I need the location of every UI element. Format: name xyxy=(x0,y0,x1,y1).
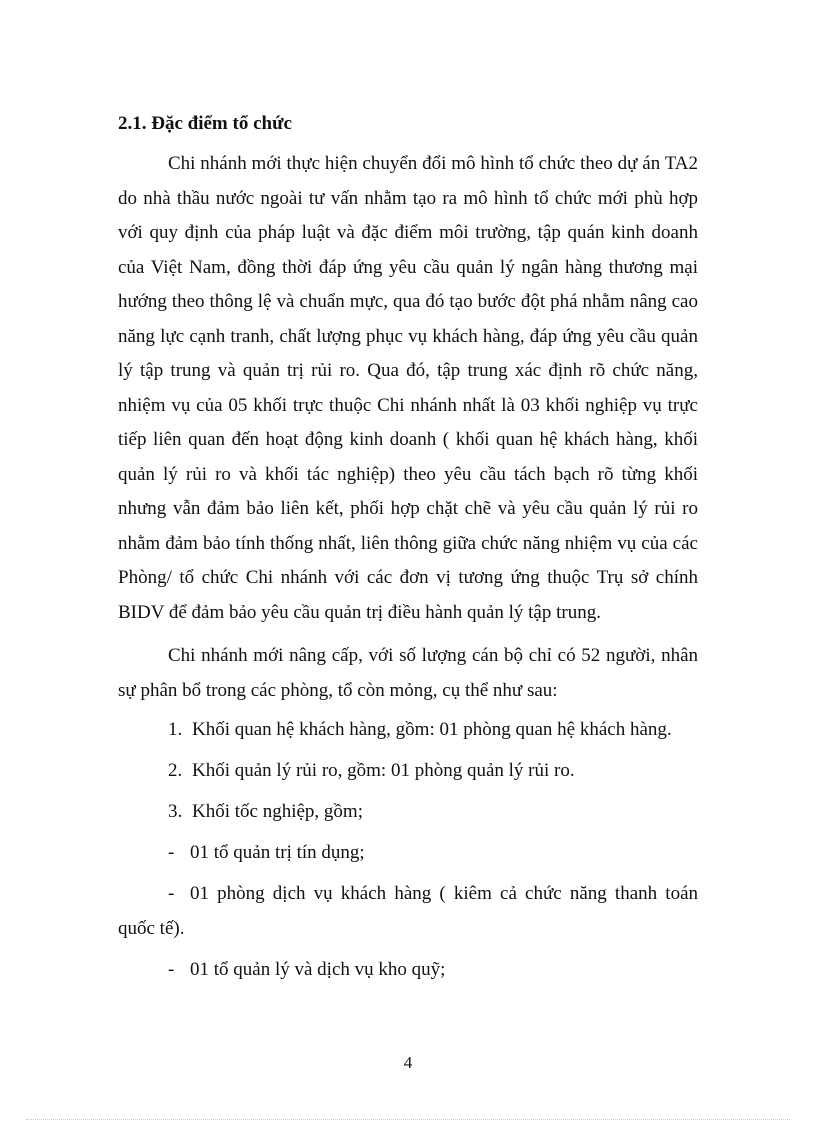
list-item-text: Khối quản lý rủi ro, gồm: 01 phòng quản lý rủi ro. xyxy=(192,760,575,781)
list-item-text: Khối quan hệ khách hàng, gồm: 01 phòng quan hệ khách hàng. xyxy=(192,719,672,740)
page-number: 4 xyxy=(403,1053,413,1072)
list-item xyxy=(118,836,698,871)
list-marker: 2. xyxy=(168,760,183,781)
list-marker: 3. xyxy=(168,801,183,822)
list-item xyxy=(118,877,698,946)
page-bottom-divider xyxy=(26,1119,790,1120)
list-marker: - xyxy=(168,883,175,904)
list-marker: - xyxy=(168,842,175,863)
list-item xyxy=(118,754,698,789)
list-item-text: 01 tổ quản trị tín dụng; xyxy=(190,842,365,863)
section-heading: 2.1. Đặc điểm tổ chức xyxy=(118,113,292,134)
body-paragraph-2: Chi nhánh mới nâng cấp, với số lượng cán bộ chỉ có 52 người, nhân sự phân bổ trong các phòng, tổ còn mỏng, cụ thể như sau: xyxy=(118,645,698,701)
list-item-text: 01 phòng dịch vụ khách hàng ( kiêm cả chức năng thanh toán quốc tế). xyxy=(118,883,698,939)
department-list xyxy=(118,713,698,994)
list-item xyxy=(118,795,698,830)
list-item-text: Khối tốc nghiệp, gồm; xyxy=(192,801,363,822)
list-item-text: 01 tổ quản lý và dịch vụ kho quỹ; xyxy=(190,958,446,980)
list-item xyxy=(118,953,698,988)
list-item xyxy=(118,713,698,748)
list-marker: 1. xyxy=(168,719,183,740)
body-paragraph-1: Chi nhánh mới thực hiện chuyển đổi mô hình tổ chức theo dự án TA2 do nhà thầu nước ngoài tư vấn nhằm tạo ra mô hình tổ chức mới phù hợp với quy định của pháp luật và đặc điểm môi trường, tập quán kinh doanh của Việt Nam, đồng thời đáp ứng yêu cầu quản lý ngân hàng thương mại hướng theo thông lệ và chuẩn mực, qua đó tạo bước đột phá nhằm nâng cao năng lực cạnh tranh, chất lượng phục vụ khách hàng, đáp ứng yêu cầu quản lý tập trung và quản trị rủi ro. Qua đó, tập trung xác định rõ chức năng, nhiệm vụ của 05 khối trực thuộc Chi nhánh nhất là 03 khối nghiệp vụ trực tiếp liên quan đến hoạt động kinh doanh ( khối quan hệ khách hàng, khối quản lý rủi ro và khối tác nghiệp) theo yêu cầu tách bạch rõ từng khối nhưng vẫn đảm bảo liên kết, phối hợp chặt chẽ và yêu cầu quản lý rủi ro nhằm đảm bảo tính thống nhất, liên thông giữa chức năng nhiệm vụ của các Phòng/ tổ chức Chi nhánh với các đơn vị tương ứng thuộc Trụ sở chính BIDV để đảm bảo yêu cầu quản trị điều hành quản lý tập trung. xyxy=(118,153,698,623)
list-marker: - xyxy=(168,958,175,980)
